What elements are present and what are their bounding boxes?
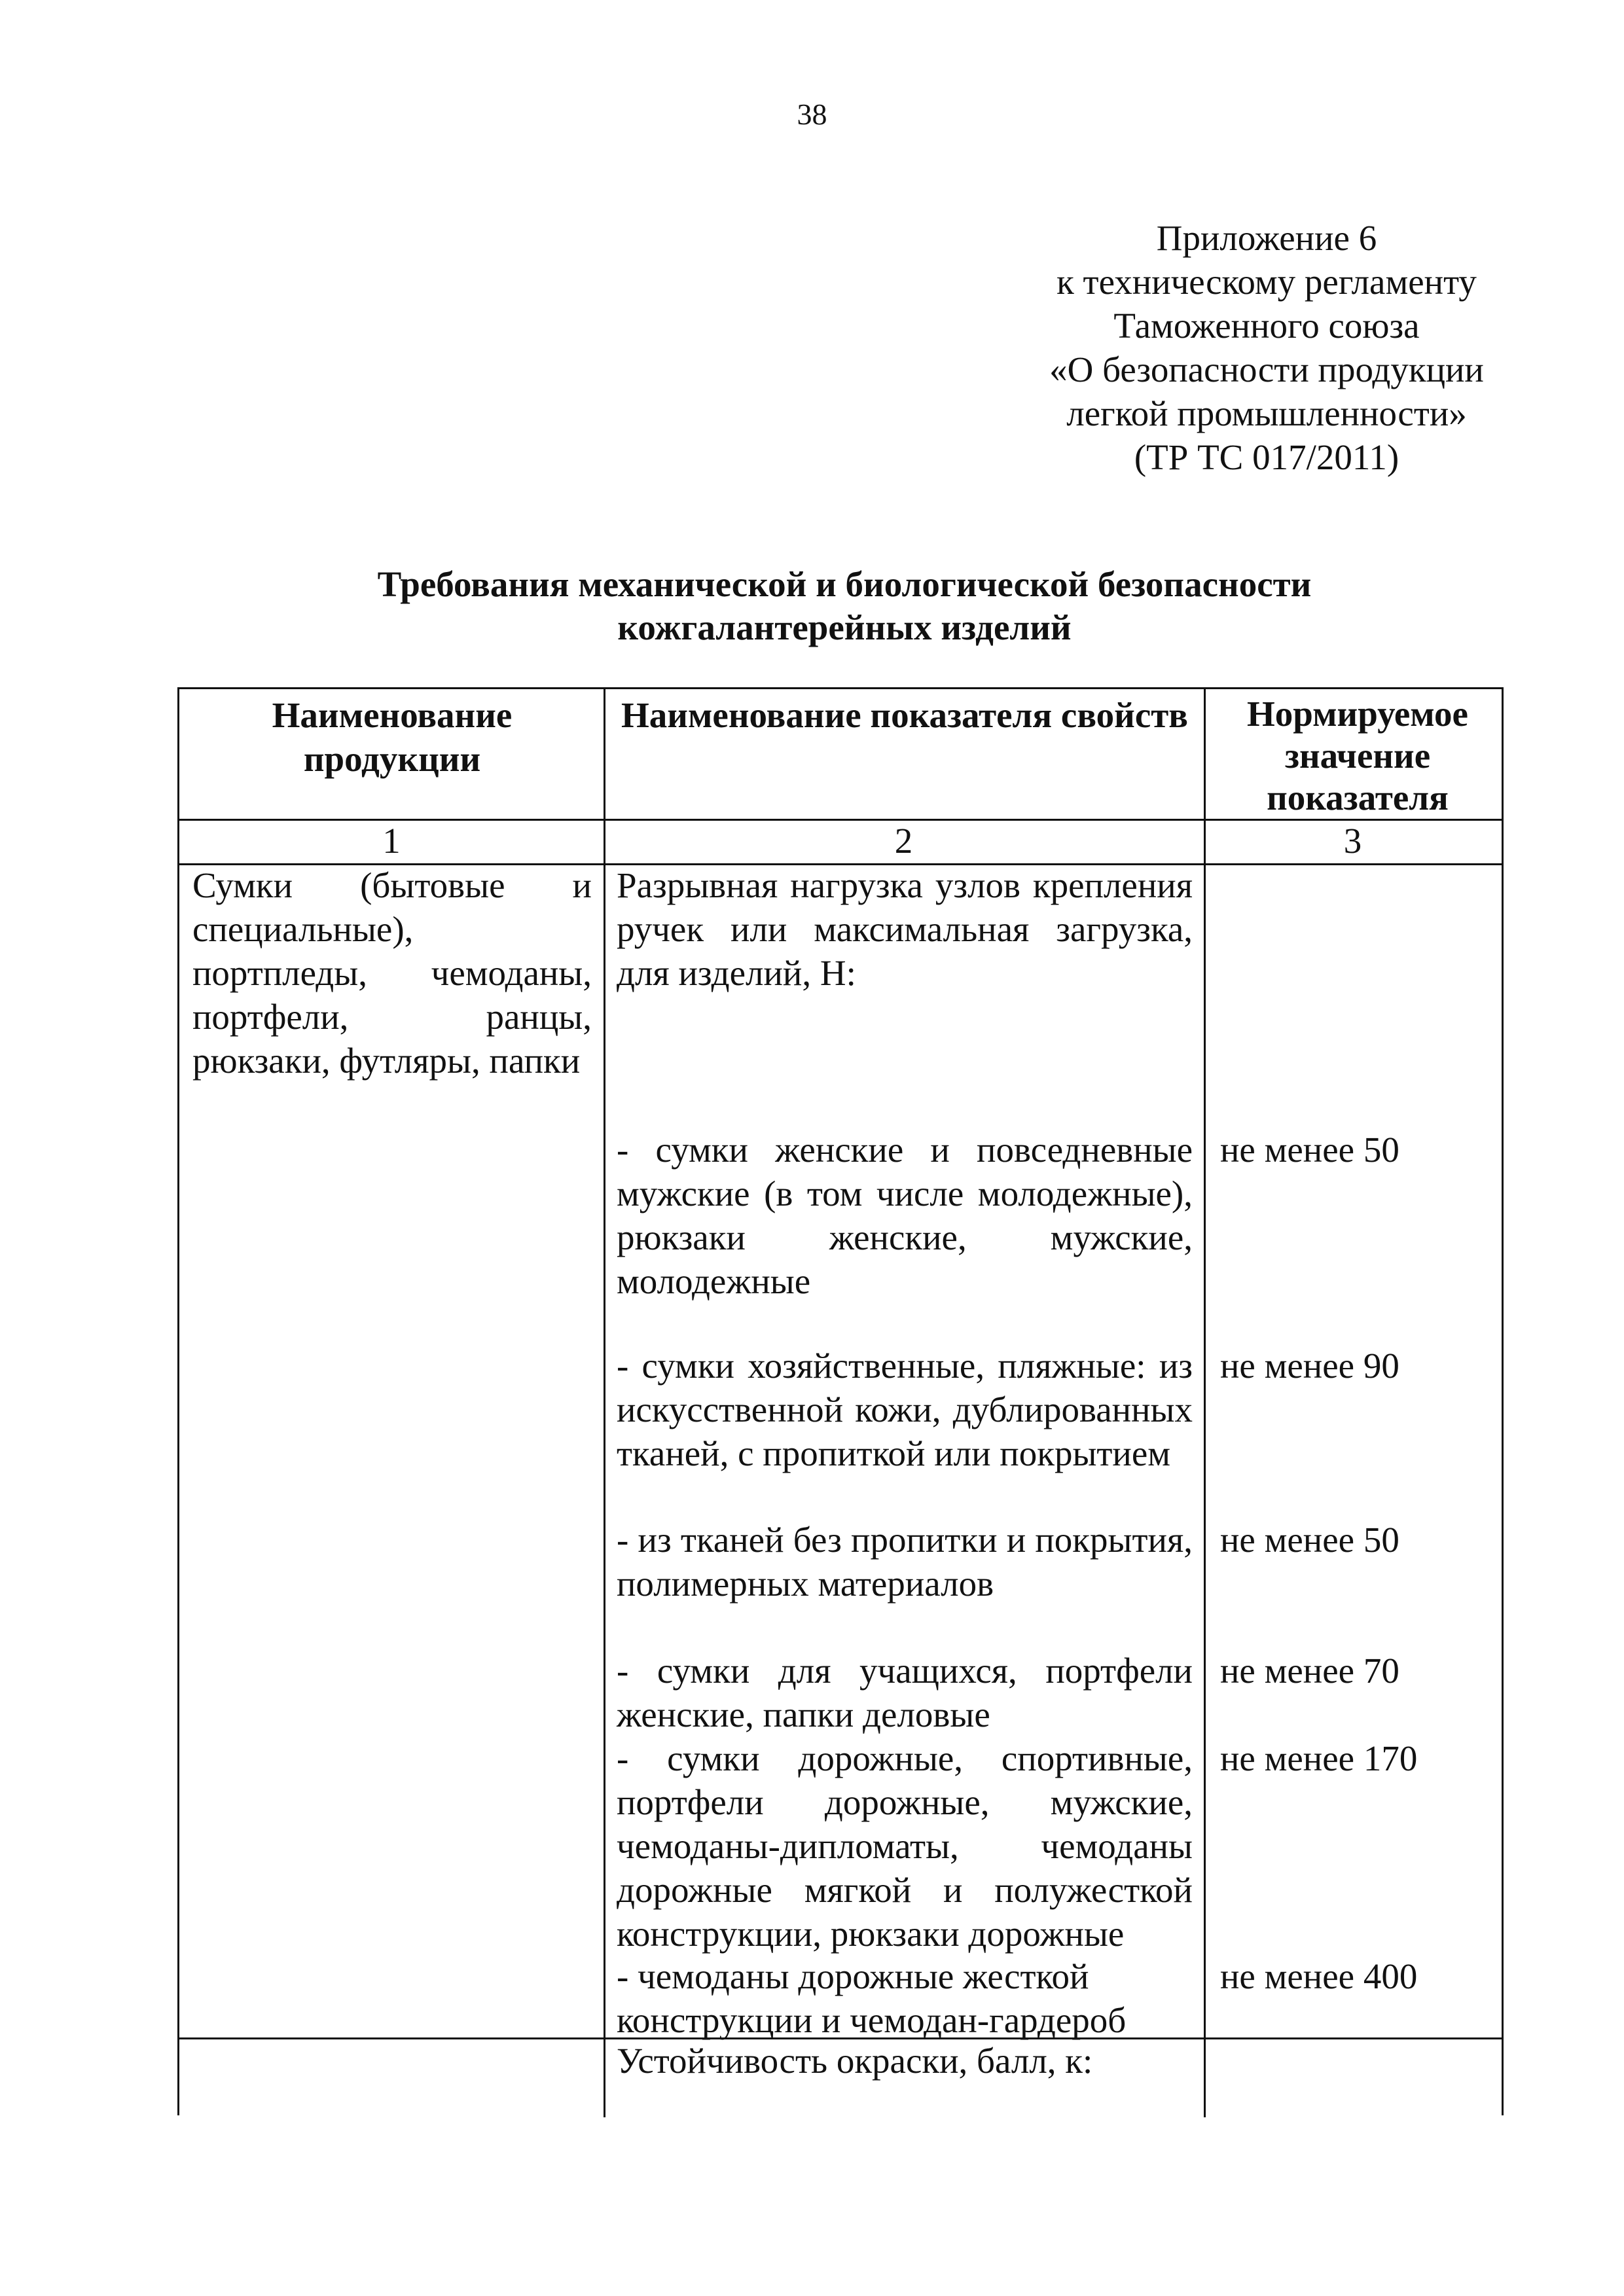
item-description: - сумки дорожные, спортивные, портфели дорожные, мужские, чемоданы-дипломаты, чемоданы дорожные мягкой и полужесткой конструкции, рюкзаки дорожные <box>617 1738 1193 1954</box>
header-product-name: Наименование продукции <box>272 695 513 779</box>
item-description: - из тканей без пропитки и покрытия, полимерных материалов <box>617 1520 1193 1604</box>
appendix-reference <box>1011 216 1522 479</box>
document-title-line: кожгалантерейных изделий <box>617 607 1072 647</box>
appendix-line: легкой промышленности» <box>1066 393 1467 433</box>
item-value: не менее 90 <box>1220 1346 1399 1386</box>
document-title-line: Требования механической и биологической безопасности <box>377 564 1312 604</box>
appendix-line: (ТР ТС 017/2011) <box>1134 437 1399 477</box>
appendix-line: Приложение 6 <box>1156 218 1377 258</box>
item-description: - сумки женские и повседневные мужские (в том числе молодежные), рюкзаки женские, мужские, молодежные <box>617 1130 1193 1301</box>
appendix-line: к техническому регламенту <box>1056 262 1477 302</box>
column-number: 2 <box>894 821 913 861</box>
appendix-line: «О безопасности продукции <box>1049 350 1484 389</box>
column-number: 1 <box>382 821 401 861</box>
column-divider <box>604 689 605 2117</box>
item-description: - чемоданы дорожные жесткой конструкции и чемодан-гардероб <box>617 1956 1127 2040</box>
item-value: не менее 50 <box>1220 1130 1399 1170</box>
column-divider <box>1204 689 1206 2117</box>
product-name-cell: Сумки (бытовые и специальные), портпледы, чемоданы, портфели, ранцы, рюкзаки, футляры, папки <box>192 865 592 1081</box>
next-indicator-name: Устойчивость окраски, балл, к: <box>617 2041 1093 2081</box>
item-description: - сумки для учащихся, портфели женские, папки деловые <box>617 1651 1193 1734</box>
item-value: не менее 170 <box>1220 1738 1418 1778</box>
indicator-name-cell: Разрывная нагрузка узлов крепления ручек или максимальная загрузка, для изделий, Н: <box>617 865 1193 993</box>
page-number: 38 <box>797 98 827 131</box>
appendix-line: Таможенного союза <box>1113 306 1420 346</box>
item-value: не менее 70 <box>1220 1651 1399 1691</box>
column-number: 3 <box>1343 821 1362 861</box>
item-description: - сумки хозяйственные, пляжные: из искусственной кожи, дублированных тканей, с пропиткой или покрытием <box>617 1346 1193 1473</box>
item-value: не менее 50 <box>1220 1520 1399 1560</box>
header-normative-value: Нормируемое значение показателя <box>1247 694 1468 817</box>
header-indicator-name: Наименование показателя свойств <box>621 695 1188 735</box>
item-value: не менее 400 <box>1220 1956 1418 1996</box>
document-title <box>0 563 1624 649</box>
requirements-table <box>177 687 1504 2115</box>
